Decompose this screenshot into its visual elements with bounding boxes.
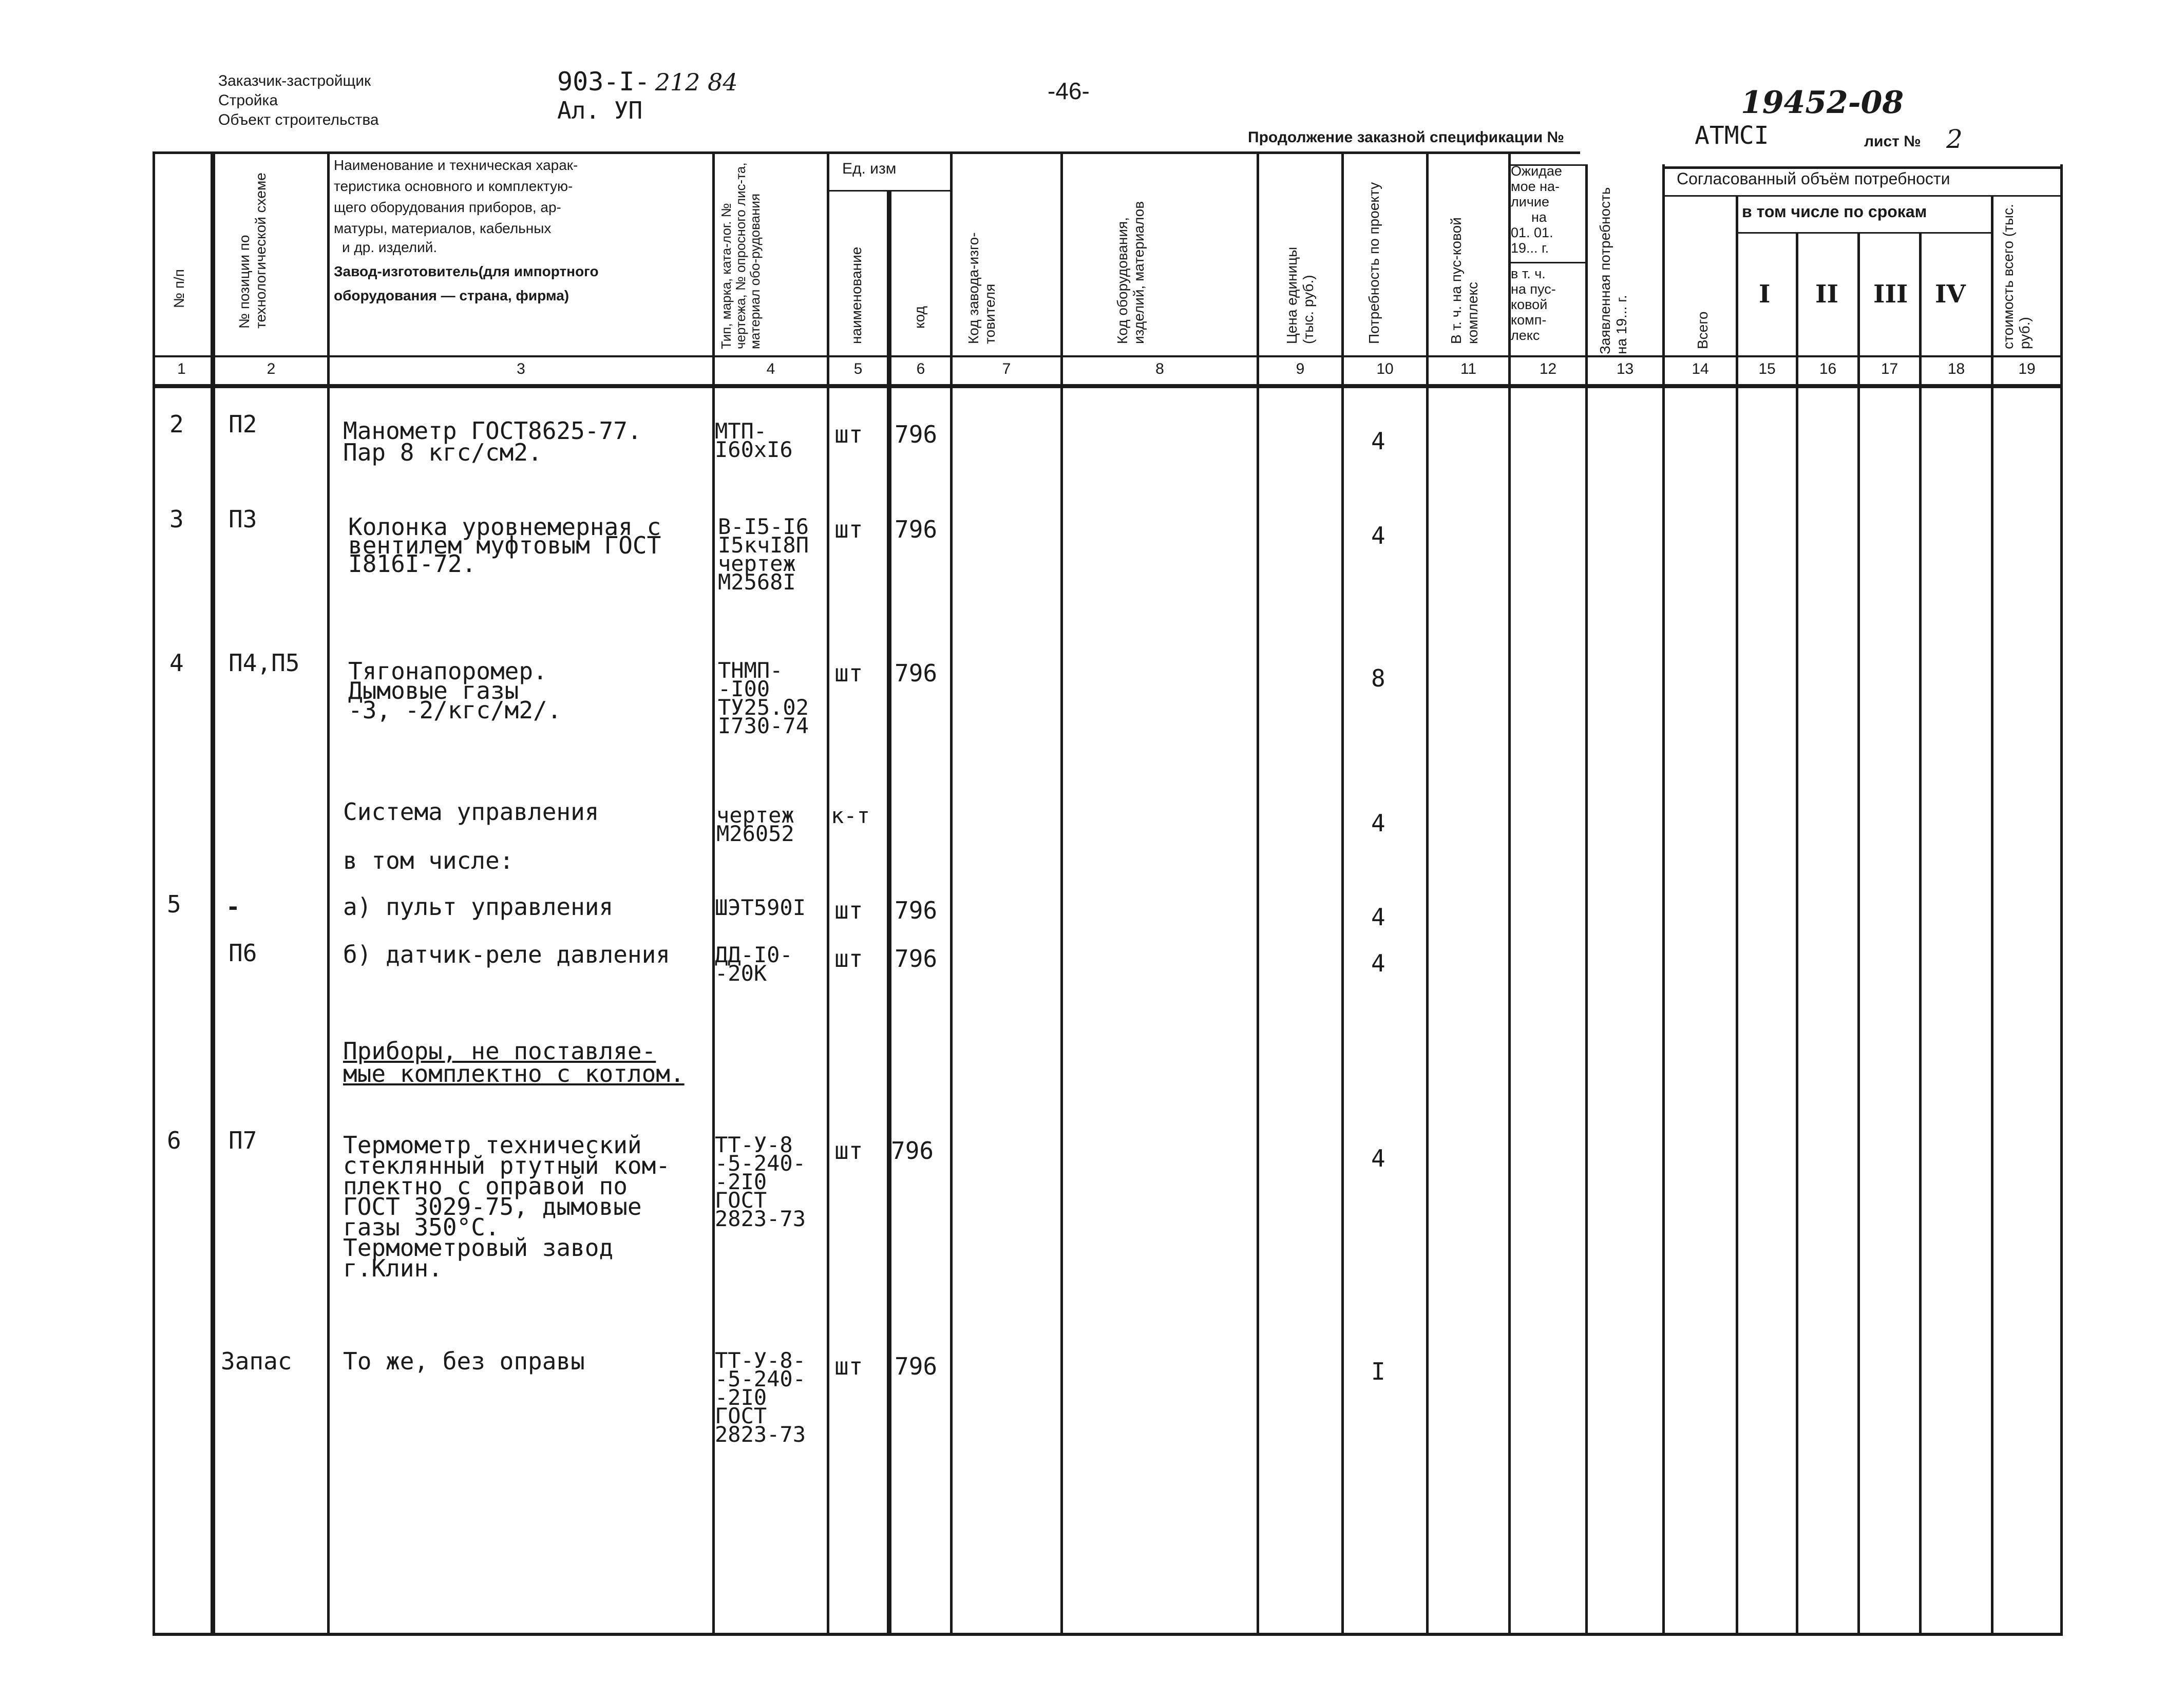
col19-header: стоимость всего (тыс. руб.): [2000, 204, 2033, 349]
inventory-number: 19452-08: [1741, 85, 1904, 121]
header-number-row-bottom: [153, 384, 2063, 388]
col12-line: мое на-: [1511, 179, 1560, 194]
terms-group-header: в том числе по срокам: [1742, 202, 1927, 221]
col-line-19: [2060, 164, 2063, 1635]
row-qty: 4: [1371, 522, 1385, 549]
row-unit: шт: [834, 1352, 863, 1380]
col11-header: В т. ч. на пус-ковой комплекс: [1448, 217, 1480, 344]
col-line-1: [211, 151, 215, 1635]
col9-header: Цена единицы (тыс. руб.): [1284, 246, 1316, 344]
col3-line: Завод-изготовитель(для импортного: [334, 263, 599, 279]
row-qty: 4: [1371, 427, 1385, 455]
col-number: 14: [1692, 360, 1709, 377]
unit-group-header: Ед. изм: [842, 160, 897, 177]
row-type: ДД-I0- -20К: [715, 942, 793, 986]
col12-line: 01. 01.: [1511, 225, 1553, 240]
row-number: 2: [169, 410, 184, 438]
col12-line: комп-: [1511, 312, 1547, 328]
row-qty: 8: [1371, 664, 1385, 692]
col-number: 9: [1296, 360, 1305, 377]
col-line-13: [1662, 164, 1665, 1635]
col3-header: [334, 157, 599, 304]
col12-line: на пус-: [1511, 281, 1556, 297]
agreed-group-header: Согласованный объём потребности: [1677, 169, 1950, 188]
col-number: 2: [267, 360, 276, 377]
spec-number: АТМСI: [1695, 121, 1769, 150]
col12-line: Ожидае: [1511, 163, 1562, 179]
col4-header: Тип, марка, ката-лог. № чертежа, № опросного лис-та, материал обо-рудования: [718, 162, 763, 349]
col-line-16: [1857, 232, 1860, 1635]
col-number: 4: [766, 360, 775, 377]
row-name: Система управления: [343, 798, 599, 826]
table-top-border-right: [1662, 166, 2063, 169]
row-code: 796: [895, 1352, 938, 1380]
col3-line: оборудования — страна, фирма): [334, 288, 569, 303]
row-name: б) датчик-реле давления: [343, 941, 670, 968]
row-code: 796: [895, 945, 938, 972]
row-type: ШЭТ590I: [715, 895, 806, 920]
row-name: Термометр технический стеклянный ртутный ком- плектно с оправой по ГОСТ 3029-75, дымовые газы 350°С. Термометровый завод г.Клин.: [343, 1131, 670, 1282]
col-number: 6: [916, 360, 925, 377]
col-number: 10: [1376, 360, 1394, 377]
customer-label: Заказчик-застройщик: [218, 72, 371, 89]
row-name: То же, без оправы: [343, 1347, 585, 1375]
object-label: Объект строительства: [218, 111, 379, 128]
col14-header: Всего: [1695, 311, 1711, 349]
col1-header: № п/п: [171, 269, 187, 308]
row-number: 3: [169, 505, 184, 533]
row-code: 796: [895, 421, 938, 448]
col-number: 7: [1002, 360, 1011, 377]
row-number: 6: [167, 1127, 181, 1154]
col-number: 11: [1460, 360, 1477, 377]
row-position: П7: [229, 1127, 257, 1154]
row-name: Колонка уровнемерная с вентилем муфтовым ГОСТ I816I-72.: [348, 513, 661, 578]
row-qty: 4: [1371, 809, 1385, 837]
col-number: 3: [517, 360, 525, 377]
col12-line: ковой: [1511, 297, 1548, 312]
row-position: П6: [229, 939, 257, 967]
col5-header: наименование: [848, 246, 864, 344]
col-number: 19: [2018, 360, 2036, 377]
row-type: ТТ-У-8- -5-240- -2I0 ГОСТ 2823-73: [715, 1348, 806, 1447]
row-position: П3: [229, 505, 257, 533]
row-name: Тягонапоромер. Дымовые газы -3, -2/кгс/м2/.: [348, 657, 562, 724]
row-name: Манометр ГОСТ8625-77. Пар 8 кгс/см2.: [343, 417, 642, 466]
col10-header: Потребность по проекту: [1366, 182, 1382, 344]
row-type: чертеж М26052: [716, 803, 794, 846]
row-unit: шт: [834, 896, 863, 924]
row-unit: к-т: [831, 803, 870, 828]
row-code: 796: [891, 1137, 934, 1165]
col-number: 13: [1616, 360, 1634, 377]
col-line-5: [887, 190, 891, 1635]
row-unit: шт: [834, 945, 863, 972]
row-qty: 4: [1371, 903, 1385, 931]
row-position: Запас: [221, 1347, 292, 1375]
row-unit: шт: [834, 421, 863, 448]
col16-header: II: [1815, 280, 1838, 309]
table-top-border: [153, 151, 1580, 154]
doc-code-handwritten: 212 84: [655, 68, 738, 96]
row-code: 796: [895, 659, 938, 687]
col-number: 8: [1155, 360, 1164, 377]
col3-line: матуры, материалов, кабельных: [334, 220, 552, 236]
col-number: 12: [1539, 360, 1557, 377]
col12-bottom-header: [1511, 266, 1556, 343]
row-type: ТНМП- -I00 ТУ25.02 I730-74: [718, 658, 809, 738]
col12-split: [1508, 262, 1585, 263]
row-unit: шт: [834, 659, 863, 687]
col-line-18: [1991, 195, 1993, 1635]
col12-line: на: [1531, 209, 1547, 225]
row-type: ТТ-У-8 -5-240- -2I0 ГОСТ 2823-73: [715, 1132, 806, 1231]
col3-line: Наименование и техническая харак-: [334, 157, 578, 173]
col8-header: Код оборудования, изделий, материалов: [1114, 201, 1147, 344]
col-number: 17: [1881, 360, 1898, 377]
terms-group-line: [1736, 232, 1992, 234]
col17-header: III: [1873, 280, 1908, 309]
col12-line: 19... г.: [1511, 240, 1549, 256]
row-qty: 4: [1371, 1144, 1385, 1172]
row-number: 4: [169, 649, 184, 677]
row-code: 796: [895, 516, 938, 543]
sheet-label: лист №: [1864, 133, 1921, 150]
row-unit: шт: [834, 516, 863, 543]
doc-code: [557, 67, 738, 97]
col12-line: в т. ч.: [1511, 266, 1546, 281]
row-name: в том числе:: [343, 847, 514, 874]
row-position: -: [226, 893, 240, 921]
col-line-14: [1736, 195, 1738, 1635]
doc-code-series: 903-I-: [557, 67, 650, 97]
row-number: 5: [167, 890, 181, 918]
col3-line: щего оборудования приборов, ар-: [334, 199, 561, 215]
page-number: -46-: [1048, 78, 1090, 104]
col12-line: лекс: [1511, 328, 1540, 343]
row-name: а) пульт управления: [343, 893, 614, 921]
col-number: 5: [853, 360, 863, 377]
row-type: В-I5-I6 I5кчI8П чертеж М2568I: [718, 514, 809, 595]
col3-line: и др. изделий.: [342, 239, 438, 255]
col-number: 1: [177, 360, 186, 377]
row-position: П2: [229, 410, 257, 438]
col-line-17: [1919, 232, 1922, 1635]
continuation-label: Продолжение заказной спецификации №: [1248, 129, 1564, 146]
col-line-15: [1796, 232, 1798, 1635]
table-bottom-border: [153, 1633, 2063, 1636]
col18-header: IV: [1935, 280, 1966, 309]
col13-header: Заявленная потребность на 19... г.: [1597, 187, 1629, 354]
col2-header: № позиции по технологической схеме: [236, 173, 269, 329]
header-number-row-top: [153, 355, 2063, 357]
row-position: П4,П5: [229, 649, 300, 677]
col7-header: Код завода-изго-товителя: [965, 232, 998, 344]
col12-top-header: [1511, 163, 1562, 256]
col-number: 15: [1758, 360, 1776, 377]
col-line-12: [1585, 164, 1588, 1635]
row-qty: 4: [1371, 949, 1385, 977]
col-number: 18: [1947, 360, 1965, 377]
sheet-number: 2: [1946, 124, 1963, 154]
col6-header: код: [911, 306, 927, 329]
row-unit: шт: [834, 1137, 863, 1165]
row-code: 796: [895, 896, 938, 924]
section-note: Приборы, не поставляе- мые комплектно с котлом.: [343, 1037, 685, 1088]
col15-header: I: [1759, 280, 1771, 309]
site-label: Стройка: [218, 92, 278, 109]
doc-code-album: Ал. УП: [557, 97, 643, 124]
row-type: МТП- I60хI6: [715, 418, 793, 462]
col-number: 16: [1819, 360, 1837, 377]
row-qty: I: [1371, 1358, 1385, 1385]
col3-line: теристика основного и комплектую-: [334, 178, 573, 194]
col12-line: личие: [1511, 194, 1550, 209]
